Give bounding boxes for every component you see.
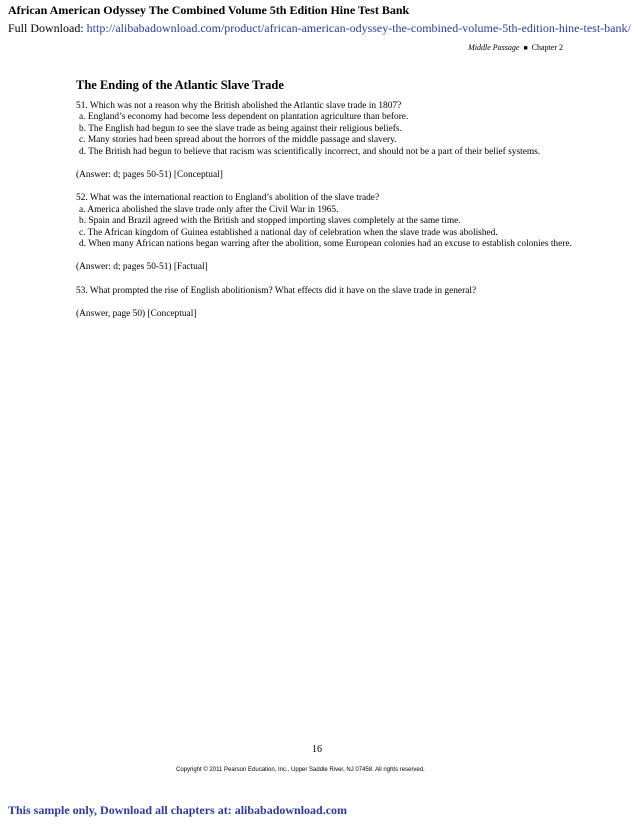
running-header-chapter: Chapter 2: [531, 43, 563, 52]
option-item: d. When many African nations began warring after the abolition, some European colonies had an excuse to establish colonies there.: [79, 239, 572, 250]
option-list: [76, 205, 576, 251]
option-item: b. Spain and Brazil agreed with the British and stopped importing slaves completely at the same time.: [79, 216, 461, 227]
banner-download: [8, 21, 631, 36]
option-list: [76, 112, 576, 158]
download-label: Full Download:: [8, 21, 87, 35]
question-text: 52. What was the international reaction to England’s abolition of the slave trade?: [76, 193, 380, 204]
question-text: 53. What prompted the rise of English abolitionism? What effects did it have on the slave trade in general?: [76, 285, 477, 296]
question-block: [76, 286, 576, 321]
question-block: [76, 101, 576, 181]
option-item: c. The African kingdom of Guinea established a national day of celebration when the slave trade was abolished.: [79, 227, 498, 238]
download-link[interactable]: http://alibabadownload.com/product/african-american-odyssey-the-combined-volume-5th-edition-hine-test-bank/: [86, 21, 631, 35]
answer-text: (Answer: d; pages 50-51) [Factual]: [76, 262, 208, 273]
running-header-section: Middle Passage: [468, 43, 520, 52]
square-separator-icon: ■: [523, 44, 528, 52]
copyright-notice: Copyright © 2011 Pearson Education, Inc., Upper Saddle River, NJ 07458. All rights reserved.: [176, 767, 425, 773]
question-text: 51. Which was not a reason why the British abolished the Atlantic slave trade in 1807?: [76, 101, 402, 111]
question-block: [76, 193, 576, 273]
option-item: a. America abolished the slave trade only after the Civil War in 1965.: [79, 204, 339, 215]
option-item: a. England’s economy had become less dependent on plantation agriculture than before.: [79, 112, 409, 123]
option-item: c. Many stories had been spread about the horrors of the middle passage and slavery.: [79, 135, 397, 146]
option-item: b. The English had begun to see the slave trade as being against their religious beliefs.: [79, 123, 402, 134]
section-title: The Ending of the Atlantic Slave Trade: [76, 78, 284, 92]
answer-text: (Answer: d; pages 50-51) [Conceptual]: [76, 170, 223, 181]
option-item: d. The British had begun to believe that racism was scientifically incorrect, and should not be a part of their belief systems.: [79, 146, 541, 157]
running-header: [468, 43, 563, 52]
banner-title: African American Odyssey The Combined Volume 5th Edition Hine Test Bank: [8, 3, 410, 17]
page-content: [76, 78, 576, 333]
answer-text: (Answer, page 50) [Conceptual]: [76, 309, 197, 320]
page-number: 16: [312, 744, 322, 755]
footer-download-banner[interactable]: This sample only, Download all chapters at: alibabadownload.com: [8, 803, 348, 817]
